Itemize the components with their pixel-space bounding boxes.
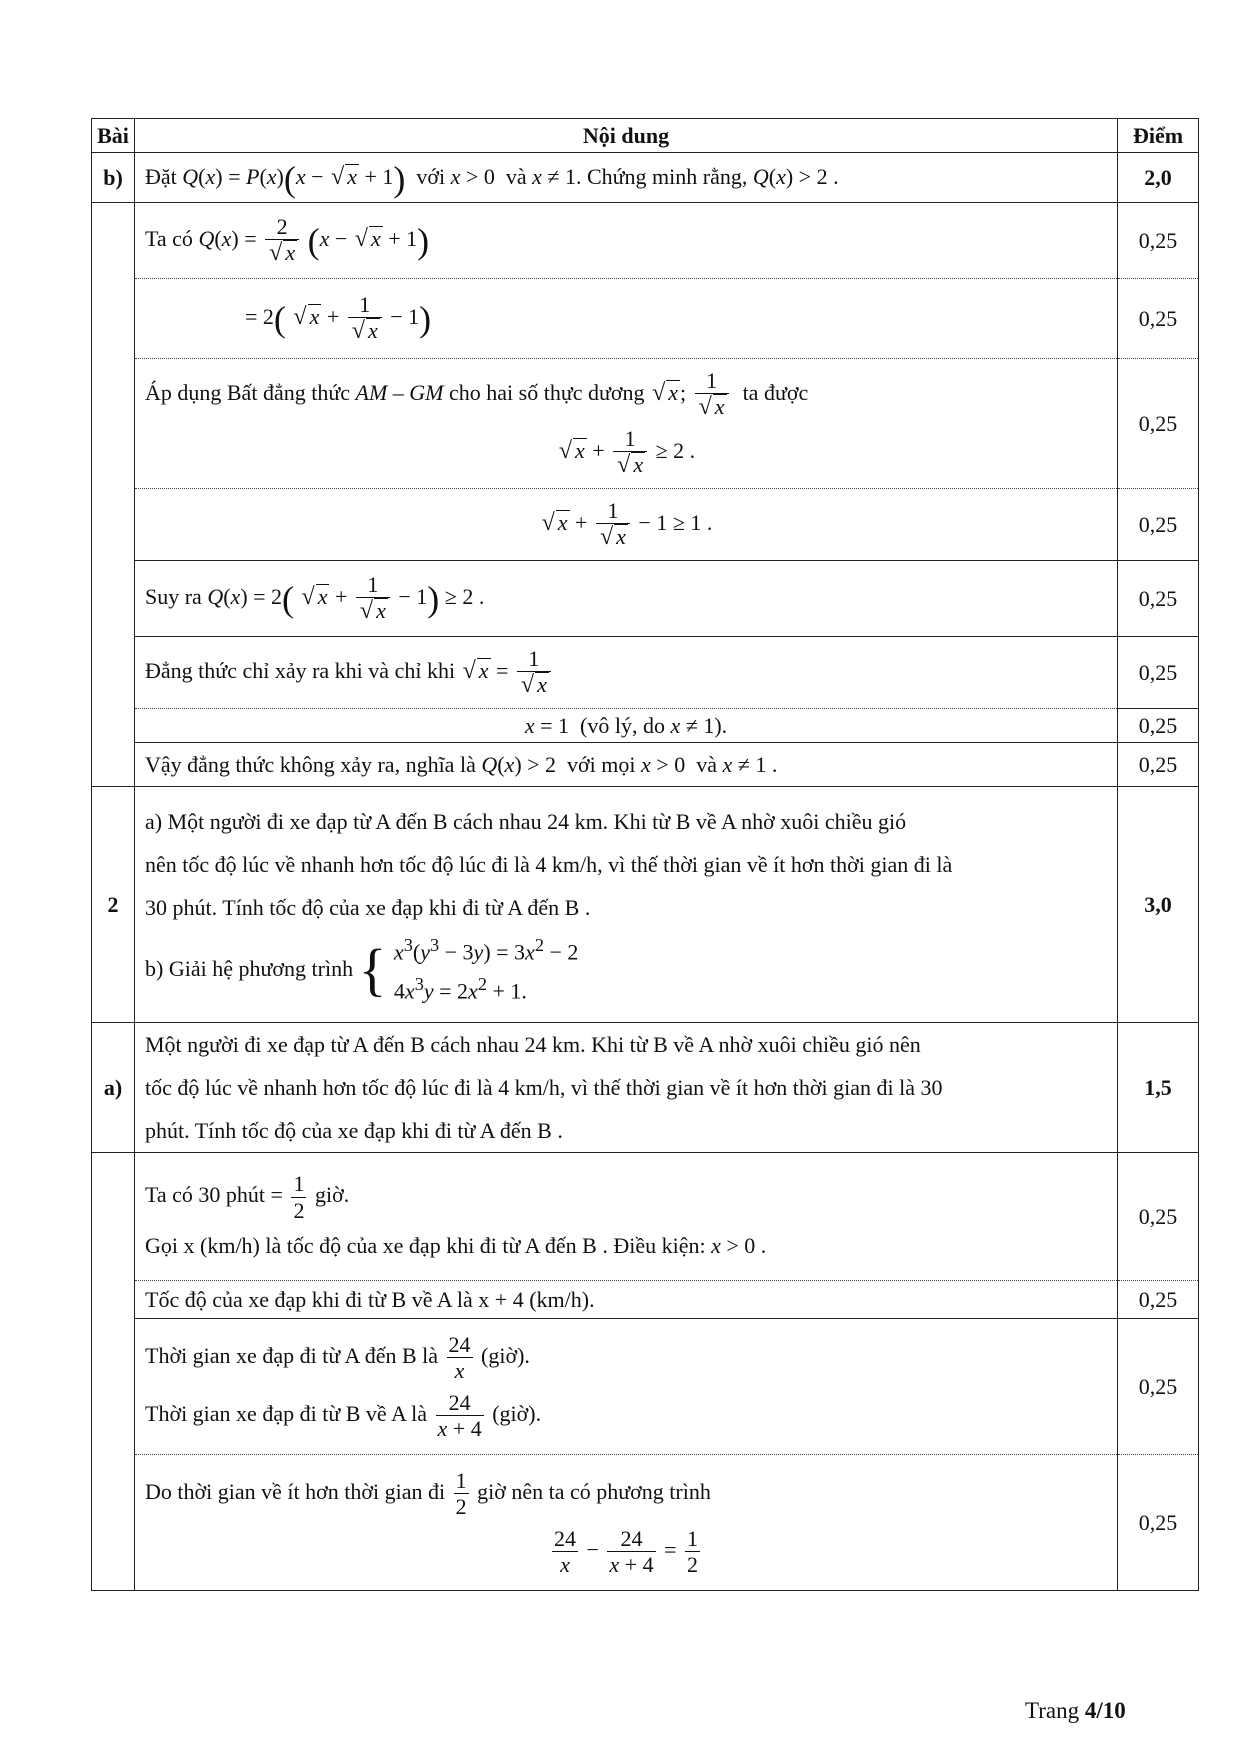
row-points: 0,25 [1118,203,1199,279]
answer-table-container [91,118,1199,1591]
row-points: 2,0 [1118,153,1199,203]
text: Ta có [145,225,193,251]
row-content: Thời gian xe đạp đi từ A đến B là $\frac{24}{x}$ (giờ). Thời gian xe đạp đi từ B về A là $\frac{24}{x + 4}$ (giờ). [135,1319,1118,1455]
text: và [505,163,527,189]
text: cho hai số thực dương [449,379,645,405]
table-row [92,1153,1199,1281]
row-points: 0,25 [1118,279,1199,359]
row-points: 3,0 [1118,787,1199,1023]
row-content: Suy ra Q(x) = 2( √ x + $\frac{1}{√ x}$ − 1) ≥ 2 . [135,561,1118,637]
row-label: 2 [92,787,135,1023]
row-content: Vậy đẳng thức không xảy ra, nghĩa là Q(x) > 2 với mọi x > 0 và x ≠ 1 . [135,743,1118,787]
header-points: Điểm [1118,119,1199,153]
text: b) Giải hệ phương trình [145,956,354,982]
table-row [92,489,1199,561]
row-points: 0,25 [1118,709,1199,743]
table-row [92,359,1199,489]
page-footer [1025,1698,1126,1724]
table-row [92,203,1199,279]
header-bai: Bài [92,119,135,153]
text: (giờ). [481,1342,530,1368]
table-row [92,637,1199,709]
text: (giờ). [492,1400,542,1426]
answer-table [91,118,1199,1591]
row-points: 0,25 [1118,1153,1199,1281]
row-content: a) Một người đi xe đạp từ A đến B cách nhau 24 km. Khi từ B về A nhờ xuôi chiều gió nên tốc độ lúc về nhanh hơn tốc độ lúc đi là 4 km/h, vì thế thời gian về ít hơn thời gian đi là 30 phút. Tính tốc độ của xe đạp khi đi từ A đến B . b) Giải hệ phương trình { $x^3(y^3 - 3y) = 3x^2 - 2$ $4x^3y = 2x^2 + 1$. [135,787,1118,1023]
row-points: 0,25 [1118,1281,1199,1319]
row-content: Ta có 30 phút = $\frac{1}{2}$ giờ. Gọi x (km/h) là tốc độ của xe đạp khi đi từ A đến B . Điều kiện: x > 0 . [135,1153,1118,1281]
row-points: 0,25 [1118,637,1199,709]
table-row [92,743,1199,787]
text: Vậy đẳng thức không xảy ra, nghĩa là [145,752,476,777]
table-row [92,279,1199,359]
text: Đẳng thức chỉ xảy ra khi và chỉ khi [145,657,456,683]
row-content [135,1023,1118,1153]
row-points: 0,25 [1118,359,1199,489]
table-row [92,1281,1199,1319]
row-points: 0,25 [1118,1319,1199,1455]
row-content: Tốc độ của xe đạp khi đi từ B về A là x + 4 (km/h). [135,1281,1118,1319]
text: ). [714,713,728,738]
table-row [92,1319,1199,1455]
row-label: b) [92,153,135,203]
text: Ta có 30 phút = [145,1182,283,1208]
row-content: Ta có Q(x) = $\frac{2}{√ x}$ (x − √ x + 1) [135,203,1118,279]
row-points: 0,25 [1118,561,1199,637]
text: . Chứng minh rằng, [575,163,748,189]
table-header-row [92,119,1199,153]
table-row [92,787,1199,1023]
text: a) Một người đi xe đạp từ A đến B cách nhau 24 km. Khi từ B về A nhờ xuôi chiều gió [145,809,907,835]
table-row [92,1455,1199,1591]
text: (vô lý, do [580,713,665,738]
row-content: Do thời gian về ít hơn thời gian đi $\frac{1}{2}$ giờ nên ta có phương trình $\frac{24}{x}$ − $\frac{24}{x + 4}$ = $\frac{1}{2}$ [135,1455,1118,1591]
text: phút. Tính tốc độ của xe đạp khi đi từ A đến B . [145,1118,563,1143]
text: ta được [742,379,809,405]
table-row [92,561,1199,637]
table-row [92,153,1199,203]
table-row [92,1023,1199,1153]
text: giờ. [314,1182,350,1208]
text: Thời gian xe đạp đi từ B về A là [145,1400,428,1426]
text: nên tốc độ lúc về nhanh hơn tốc độ lúc đi là 4 km/h, vì thế thời gian về ít hơn thời gian đi là [145,852,953,878]
row-points: 1,5 [1118,1023,1199,1153]
amgm: AM – GM [355,379,444,405]
row-points: 0,25 [1118,489,1199,561]
text: Áp dụng Bất đẳng thức [145,379,351,405]
row-points: 0,25 [1118,1455,1199,1591]
text: Suy ra [145,583,202,609]
row-content: Đặt Q(x) = P(x)(x − √ x + 1) với x > 0 và x ≠ 1. Chứng minh rằng, Q(x) > 2 . [135,153,1118,203]
row-label: a) [92,1023,135,1153]
text: tốc độ lúc về nhanh hơn tốc độ lúc đi là 4 km/h, vì thế thời gian về ít hơn thời gian đi là 30 [145,1075,943,1100]
row-content: x = 1 (vô lý, do x ≠ 1). [135,709,1118,743]
text: giờ nên ta có phương trình [477,1478,711,1504]
row-content: Áp dụng Bất đẳng thức AM – GM cho hai số thực dương √ x; $\frac{1}{√ x}$ ta được √ x + $\frac{1}{√ x}$ ≥ 2 . [135,359,1118,489]
text: và [696,752,717,777]
row-content: √ x + $\frac{1}{√ x}$ − 1 ≥ 1 . [135,489,1118,561]
text: Một người đi xe đạp từ A đến B cách nhau 24 km. Khi từ B về A nhờ xuôi chiều gió nên [145,1032,921,1057]
text: Đặt [145,163,177,189]
text: với [416,163,446,189]
header-content: Nội dung [135,119,1118,153]
row-content: = 2( √ x + $\frac{1}{√ x}$ − 1) [135,279,1118,359]
text: Do thời gian về ít hơn thời gian đi [145,1478,446,1504]
page-number: 4/10 [1084,1698,1126,1723]
text: 30 phút. Tính tốc độ của xe đạp khi đi từ A đến B . [145,895,591,921]
row-points: 0,25 [1118,743,1199,787]
text: Thời gian xe đạp đi từ A đến B là [145,1342,439,1368]
row-content: Đẳng thức chỉ xảy ra khi và chỉ khi √ x = $\frac{1}{√ x}$ [135,637,1118,709]
text: Gọi x (km/h) là tốc độ của xe đạp khi đi từ A đến B . Điều kiện: [145,1232,706,1258]
text: với mọi [567,752,636,777]
table-row [92,709,1199,743]
footer-label: Trang [1025,1698,1080,1723]
